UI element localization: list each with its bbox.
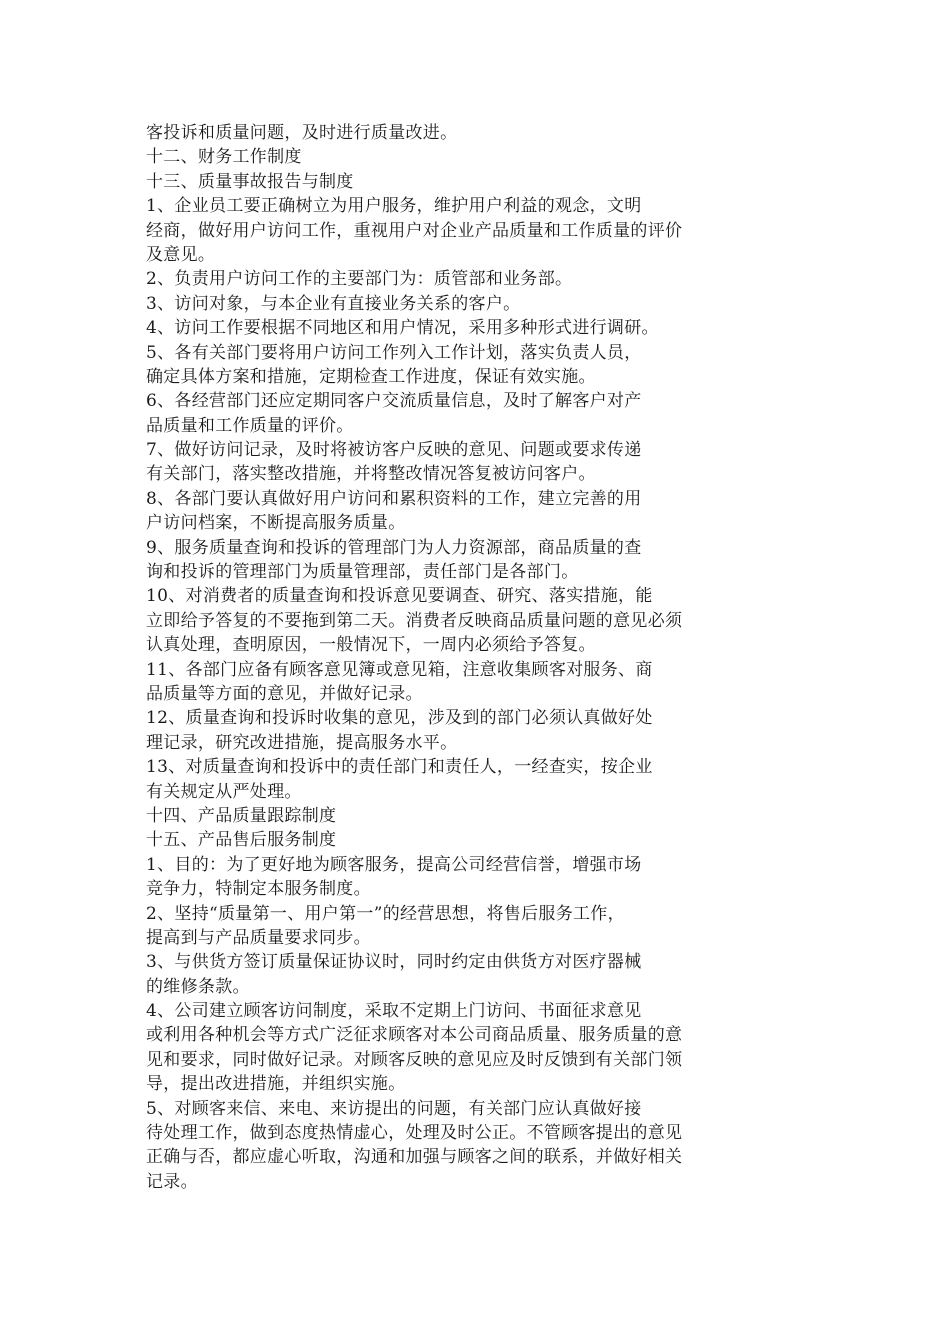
text-line: 11、各部门应备有顾客意见簿或意见箱，注意收集顾客对服务、商	[146, 659, 653, 680]
text-line: 确定具体方案和措施，定期检查工作进度，保证有效实施。	[146, 366, 596, 387]
text-line: 4、公司建立顾客访问制度，采取不定期上门访问、书面征求意见	[146, 1001, 642, 1022]
text-line: 经商，做好用户访问工作，重视用户对企业产品质量和工作质量的评价	[146, 220, 683, 241]
text-line: 待处理工作，做到态度热情虚心，处理及时公正。不管顾客提出的意见	[146, 1123, 683, 1144]
text-line: 2、坚持“质量第一、用户第一”的经营思想，将售后服务工作，	[146, 903, 625, 924]
text-line: 1、企业员工要正确树立为用户服务，维护用户利益的观念，文明	[146, 196, 642, 217]
text-line: 及意见。	[146, 244, 216, 265]
text-line: 5、各有关部门要将用户访问工作列入工作计划，落实负责人员，	[146, 342, 642, 363]
text-line: 导，提出改进措施，并组织实施。	[146, 1074, 406, 1095]
section-heading: 十五、产品售后服务制度	[146, 830, 337, 851]
text-line: 10、对消费者的质量查询和投诉意见要调查、研究、落实措施，能	[146, 586, 653, 607]
text-line: 7、做好访问记录，及时将被访客户反映的意见、问题或要求传递	[146, 440, 642, 461]
text-line: 6、各经营部门还应定期同客户交流质量信息，及时了解客户对产	[146, 391, 642, 412]
text-line: 客投诉和质量问题，及时进行质量改进。	[146, 123, 458, 143]
document-body	[146, 121, 766, 1194]
text-line: 品质量和工作质量的评价。	[146, 415, 354, 436]
text-line: 3、与供货方签订质量保证协议时，同时约定由供货方对医疗器械	[146, 952, 642, 973]
text-line: 记录。	[146, 1171, 198, 1192]
text-line: 的维修条款。	[146, 976, 250, 997]
text-line: 1、目的：为了更好地为顾客服务，提高公司经营信誉，增强市场	[146, 854, 642, 875]
text-line: 有关规定从严处理。	[146, 781, 302, 802]
text-line: 竞争力，特制定本服务制度。	[146, 879, 371, 900]
text-line: 13、对质量查询和投诉中的责任部门和责任人，一经查实，按企业	[146, 757, 653, 778]
text-line: 8、各部门要认真做好用户访问和累积资料的工作，建立完善的用	[146, 488, 642, 509]
text-line: 4、访问工作要根据不同地区和用户情况，采用多种形式进行调研。	[146, 318, 659, 339]
section-heading: 十三、质量事故报告与制度	[146, 171, 354, 192]
text-line: 9、服务质量查询和投诉的管理部门为人力资源部，商品质量的查	[146, 537, 642, 558]
text-line: 2、负责用户访问工作的主要部门为：质管部和业务部。	[146, 269, 573, 290]
text-line: 正确与否，都应虚心听取，沟通和加强与顾客之间的联系，并做好相关	[146, 1147, 683, 1168]
text-line: 3、访问对象，与本企业有直接业务关系的客户。	[146, 293, 521, 314]
text-line: 认真处理，查明原因，一般情况下，一周内必须给予答复。	[146, 635, 596, 656]
text-line: 提高到与产品质量要求同步。	[146, 927, 371, 948]
text-line: 或利用各种机会等方式广泛征求顾客对本公司商品质量、服务质量的意	[146, 1025, 683, 1046]
text-line: 品质量等方面的意见，并做好记录。	[146, 683, 423, 704]
text-line: 5、对顾客来信、来电、来访提出的问题，有关部门应认真做好接	[146, 1098, 642, 1119]
section-heading: 十二、财务工作制度	[146, 147, 302, 168]
text-line: 询和投诉的管理部门为质量管理部，责任部门是各部门。	[146, 562, 579, 583]
text-line: 立即给予答复的不要拖到第二天。消费者反映商品质量问题的意见必须	[146, 610, 683, 631]
text-line: 户访问档案，不断提高服务质量。	[146, 513, 406, 534]
section-heading: 十四、产品质量跟踪制度	[146, 805, 337, 826]
text-line: 理记录，研究改进措施，提高服务水平。	[146, 732, 458, 753]
text-line: 12、质量查询和投诉时收集的意见，涉及到的部门必须认真做好处	[146, 708, 653, 729]
text-line: 见和要求，同时做好记录。对顾客反映的意见应及时反馈到有关部门领	[146, 1049, 683, 1070]
text-line: 有关部门，落实整改措施，并将整改情况答复被访问客户。	[146, 464, 596, 485]
